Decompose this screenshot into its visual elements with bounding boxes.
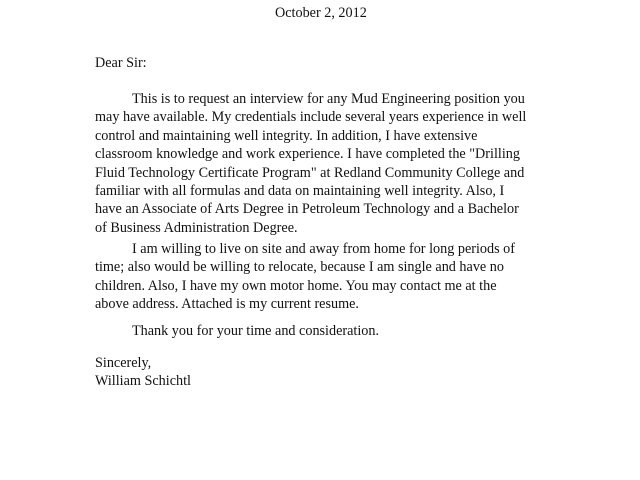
paragraph-relocation bbox=[95, 240, 555, 314]
paragraph-line: familiar with all formulas and data on maintaining well integrity. Also, I bbox=[95, 182, 505, 199]
paragraph-line: Fluid Technology Certificate Program" at Redland Community College and bbox=[95, 164, 525, 181]
paragraph-line: This is to request an interview for any Mud Engineering position you bbox=[132, 91, 525, 107]
signature-name: William Schichtl bbox=[95, 373, 191, 390]
paragraph-line: children. Also, I have my own motor home. You may contact me at the bbox=[95, 277, 497, 294]
paragraph-line: control and maintaining well integrity. In addition, I have extensive bbox=[95, 127, 478, 144]
paragraph-line: I am willing to live on site and away from home for long periods of bbox=[132, 241, 515, 257]
paragraph-line: of Business Administration Degree. bbox=[95, 219, 298, 236]
salutation-block bbox=[95, 54, 555, 72]
paragraph-thanks bbox=[95, 322, 555, 340]
paragraph-line: Thank you for your time and consideration. bbox=[132, 323, 380, 339]
salutation: Dear Sir: bbox=[95, 55, 147, 71]
paragraph-line: classroom knowledge and work experience. I have completed the "Drilling bbox=[95, 146, 520, 163]
closing-block bbox=[95, 354, 555, 391]
paragraph-line: have an Associate of Arts Degree in Petroleum Technology and a Bachelor bbox=[95, 201, 519, 218]
paragraph-interview-request bbox=[95, 90, 555, 237]
closing: Sincerely, bbox=[95, 355, 152, 371]
letter-date: October 2, 2012 bbox=[275, 5, 367, 21]
paragraph-line: may have available. My credentials include several years experience in well bbox=[95, 109, 527, 126]
paragraph-line: above address. Attached is my current resume. bbox=[95, 296, 359, 313]
paragraph-line: time; also would be willing to relocate, because I am single and have no bbox=[95, 259, 504, 276]
